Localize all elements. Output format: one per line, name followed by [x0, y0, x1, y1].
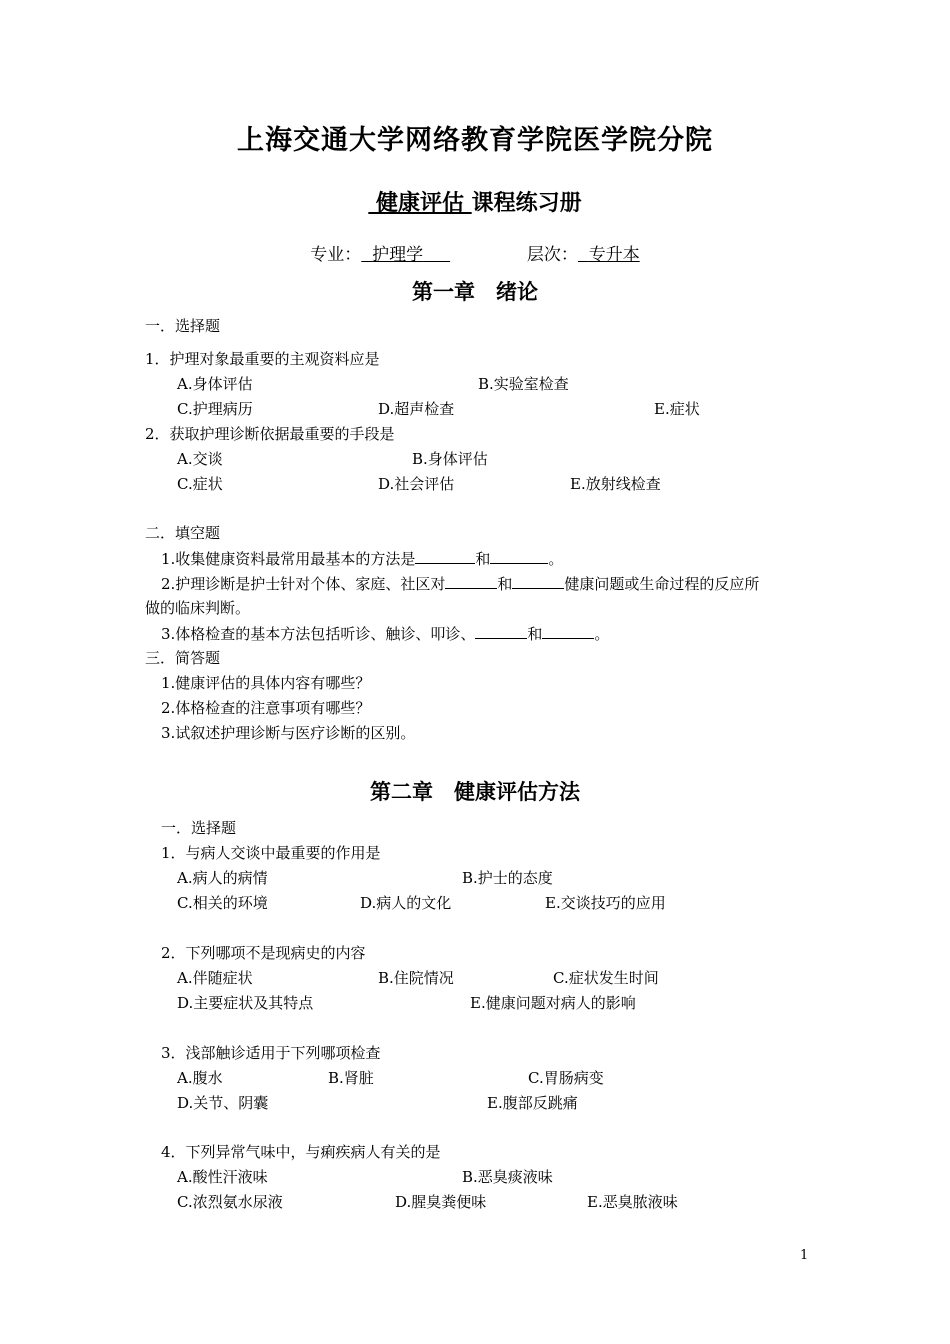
- ch1-q1-option-c: C.护理病历: [177, 400, 253, 418]
- major-label: 专业：: [310, 245, 362, 265]
- ch1-sec3-title: 三．简答题: [145, 649, 221, 667]
- ch2-q1-option-b: B.护士的态度: [462, 869, 553, 887]
- major-value: 护理学: [372, 245, 424, 265]
- ch1-fill1: 1.收集健康资料最常用最基本的方法是 和 。: [161, 550, 564, 568]
- course-name: 健康评估: [375, 190, 464, 216]
- ch2-q3-option-a: A.腹水: [177, 1069, 223, 1087]
- ch2-q4-option-b: B.恶臭痰液味: [462, 1168, 553, 1186]
- chapter2-title: 第二章 健康评估方法: [370, 779, 580, 804]
- ch1-short2: 2.体格检查的注意事项有哪些？: [161, 699, 371, 717]
- ch2-q4-option-e: E.恶臭脓液味: [587, 1193, 678, 1211]
- ch2-q3-option-e: E.腹部反跳痛: [487, 1094, 578, 1112]
- ch2-q4-option-d: D.腥臭粪便味: [395, 1193, 487, 1211]
- ch1-q2-option-e: E.放射线检查: [570, 475, 661, 493]
- ch1-fill2: 2.护理诊断是护士针对个体、家庭、社区对 和 健康问题或生命过程的反应所: [161, 575, 760, 593]
- course-title: [0, 186, 950, 217]
- page-number: 1: [800, 1248, 809, 1263]
- ch2-q1-option-e: E.交谈技巧的应用: [545, 894, 666, 912]
- ch2-q4-stem: 4．下列异常气味中，与痢疾病人有关的是: [161, 1143, 441, 1161]
- ch1-q2-option-b: B.身体评估: [412, 450, 488, 468]
- ch1-sec2-title: 二．填空题: [145, 524, 221, 542]
- ch1-sec1-title: 一．选择题: [145, 317, 221, 335]
- ch2-sec1-title: 一．选择题: [161, 819, 237, 837]
- fill-blank[interactable]: [445, 573, 497, 589]
- ch2-q4-option-c: C.浓烈氨水尿液: [177, 1193, 283, 1211]
- ch2-q3-option-d: D.关节、阴囊: [177, 1094, 269, 1112]
- ch2-q1-option-a: A.病人的病情: [177, 869, 268, 887]
- fill-blank[interactable]: [415, 548, 475, 564]
- ch1-fill2-line2: 做的临床判断。: [145, 599, 251, 617]
- ch1-q2-option-d: D.社会评估: [378, 475, 455, 493]
- ch2-q2-option-b: B.住院情况: [378, 969, 454, 987]
- ch2-q1-stem: 1．与病人交谈中最重要的作用是: [161, 844, 381, 862]
- ch2-q1-option-d: D.病人的文化: [360, 894, 452, 912]
- ch1-q2-option-c: C.症状: [177, 475, 223, 493]
- ch1-q1-option-d: D.超声检查: [378, 400, 455, 418]
- ch1-q2-option-a: A.交谈: [177, 450, 223, 468]
- fill-blank[interactable]: [512, 573, 564, 589]
- course-suffix: 课程练习册: [471, 190, 582, 216]
- fill-blank[interactable]: [542, 623, 594, 639]
- level-value: 专升本: [588, 245, 640, 265]
- course-meta: [0, 240, 950, 265]
- document-title: 上海交通大学网络教育学院医学院分院: [237, 125, 713, 156]
- ch1-q1-option-a: A.身体评估: [177, 375, 253, 393]
- ch1-fill3: 3.体格检查的基本方法包括听诊、触诊、叩诊、 和 。: [161, 625, 610, 643]
- ch2-q2-option-a: A.伴随症状: [177, 969, 253, 987]
- ch2-q3-option-c: C.胃肠病变: [528, 1069, 604, 1087]
- ch1-q1-option-b: B.实验室检查: [478, 375, 569, 393]
- ch1-q2-stem: 2．获取护理诊断依据最重要的手段是: [145, 425, 395, 443]
- ch1-q1-option-e: E.症状: [654, 400, 700, 418]
- ch2-q2-option-d: D.主要症状及其特点: [177, 994, 314, 1012]
- ch2-q2-option-e: E.健康问题对病人的影响: [470, 994, 636, 1012]
- ch2-q4-option-a: A.酸性汗液味: [177, 1168, 268, 1186]
- ch1-short1: 1.健康评估的具体内容有哪些？: [161, 674, 371, 692]
- ch2-q2-stem: 2．下列哪项不是现病史的内容: [161, 944, 366, 962]
- ch1-short3: 3.试叙述护理诊断与医疗诊断的区别。: [161, 724, 416, 742]
- ch1-q1-stem: 1．护理对象最重要的主观资料应是: [145, 350, 380, 368]
- ch2-q1-option-c: C.相关的环境: [177, 894, 268, 912]
- ch2-q3-option-b: B.肾脏: [328, 1069, 374, 1087]
- level-label: 层次：: [526, 245, 578, 265]
- ch2-q3-stem: 3．浅部触诊适用于下列哪项检查: [161, 1044, 381, 1062]
- ch2-q2-option-c: C.症状发生时间: [553, 969, 659, 987]
- fill-blank[interactable]: [475, 623, 527, 639]
- fill-blank[interactable]: [490, 548, 548, 564]
- chapter1-title: 第一章 绪论: [412, 279, 538, 304]
